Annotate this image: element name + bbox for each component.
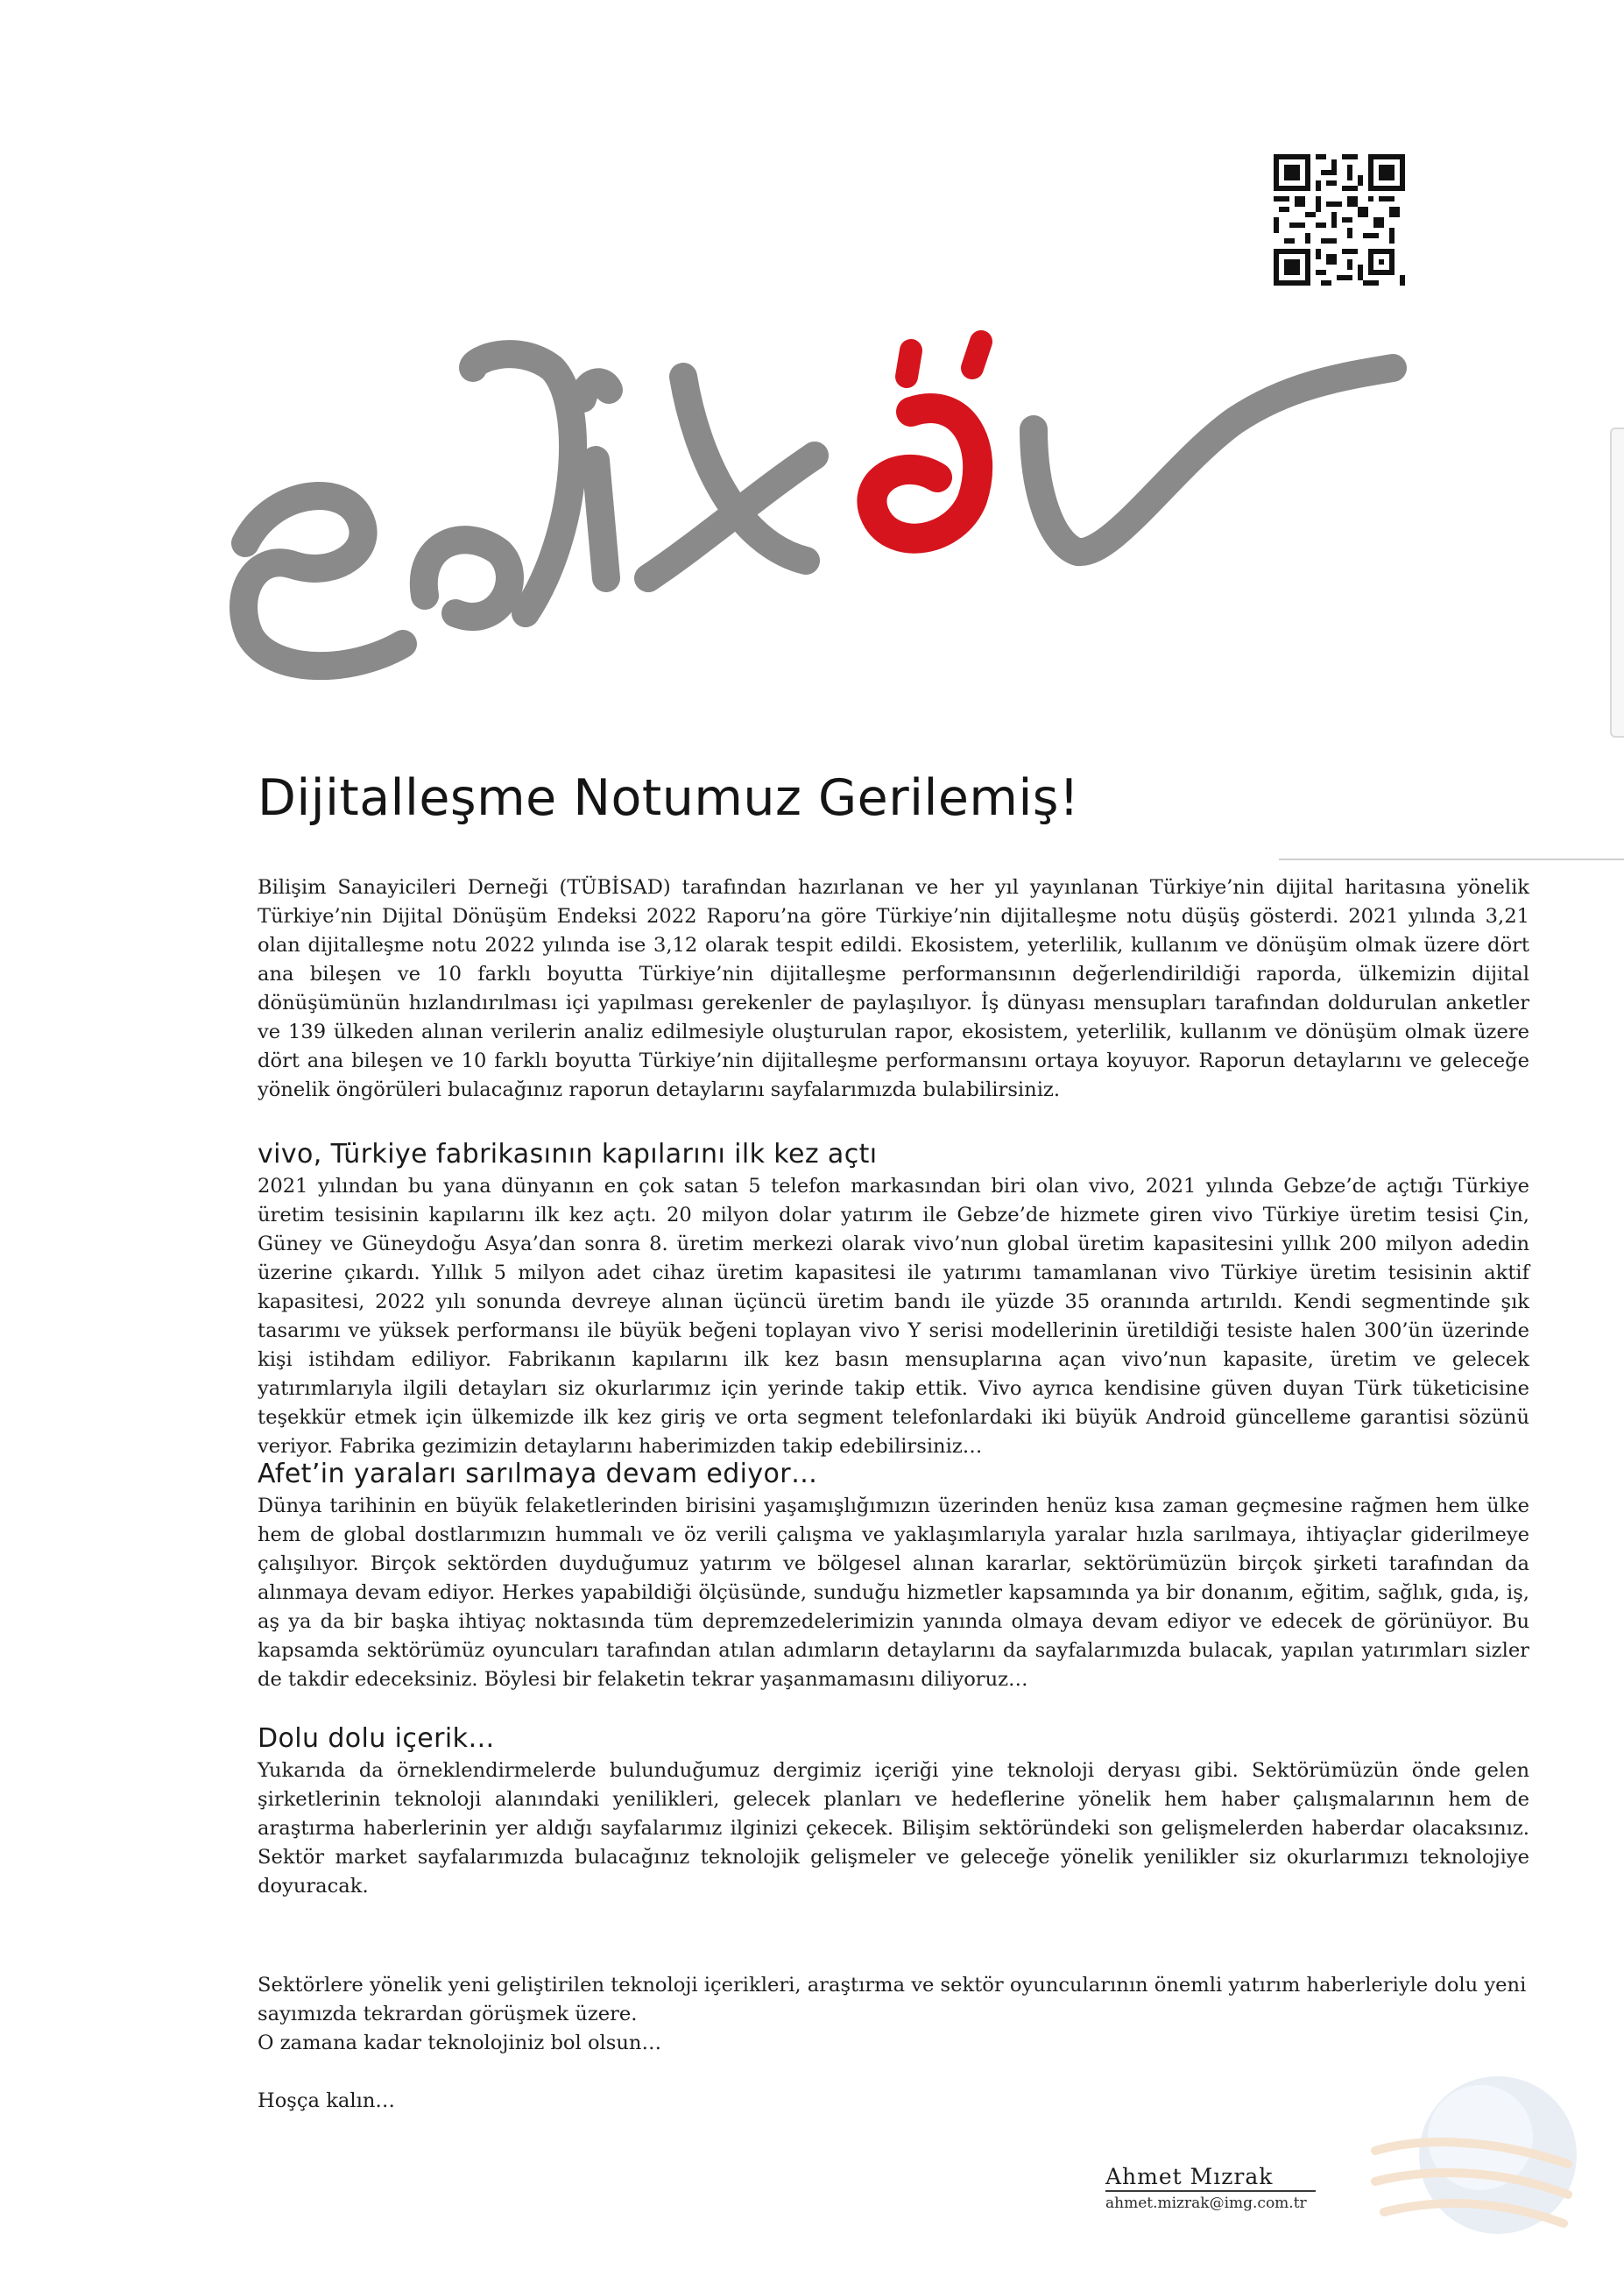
section-title: Dolu dolu içerik… [258, 1723, 495, 1754]
intro-section [258, 873, 1529, 1105]
section-title: vivo, Türkiye fabrikasının kapılarını ilk kez açtı [258, 1139, 878, 1170]
closing-section [258, 1971, 1529, 2116]
signature-block [1105, 2164, 1316, 2212]
section-paragraph: Dünya tarihinin en büyük felaketlerinden birisini yaşamışlığımızın üzerinden henüz kısa zaman geçmesine rağmen hem ülke hem de global dostlarımızın hummalı ve öz verili çalışma ve yaklaşımlarıyla yaralar hızla sarılmaya, ihtiyaçlar giderilmeye çalışılıyor. Birçok sektörden duyduğumuz yatırım ve bölgesel alınan kararlar, sektörümüzün birçok şirketi tarafından da alınmaya devam ediyor. Herkes yapabildiği ölçüsünde, sunduğu hizmetler kapsamında ya bir donanım, eğitim, sağlık, gıda, iş, aş ya da bir başka ihtiyaç noktasında tüm depremzedelerimizin yanında olmaya devam ediyor ve edecek de görünüyor. Bu kapsamda sektörümüz oyuncuları tarafından atılan adımların detaylarını da sayfalarımızda bulacak, yapılan yatırımları sizler de takdir edeceksiniz. Böylesi bir felaketin tekrar yaşanmamasını diliyoruz… [258, 1495, 1529, 1691]
section-paragraph: Yukarıda da örneklendirmelerde bulunduğumuz dergimiz içeriği yine teknoloji deryası gibi. Sektörümüzün önde gelen şirketlerinin teknoloji alanındaki yenilikleri, gelecek planları ve hedeflerine yönelik hem haber çalışmalarının hem de araştırma haberlerinin yer aldığı sayfalarımız ilginizi çekecek. Bilişim sektöründeki son gelişmelerden haberdar olacaksınız. Sektör market sayfalarımızda bulacağınız teknolojik gelişmeler ve geleceğe yönelik yenilikler siz okurlarımızı teknolojiye doyuracak. [258, 1759, 1529, 1898]
page-edge-tab [1610, 428, 1624, 738]
headline: Dijitalleşme Notumuz Gerilemiş! [258, 769, 1080, 827]
closing-paragraph: Sektörlere yönelik yeni geliştirilen teknoloji içerikleri, araştırma ve sektör oyuncularının önemli yatırım haberleriyle dolu yeni sayımızda tekrardan görüşmek üzere. [258, 1974, 1527, 2025]
section-vivo [258, 1139, 1529, 1461]
section-paragraph: 2021 yılından bu yana dünyanın en çok satan 5 telefon markasından biri olan vivo, 2021 yılında Gebze’de açtığı Türkiye üretim tesisinin kapılarını ilk kez açtı. 20 milyon dolar yatırım ile Gebze’de hizmete giren vivo Türkiye üretim tesisi Çin, Güney ve Güneydoğu Asya’dan sonra 8. üretim merkezi olarak vivo’nun global üretim kapasitesini yıllık 200 milyon adedin üzerine çıkardı. Yıllık 5 milyon adet cihaz üretim kapasitesi ile yatırımı tamamlanan vivo Türkiye üretim tesisinin aktif kapasitesi, 2022 yılı sonunda devreye alınan üçüncü üretim bandı ile yüzde 35 oranında artırıldı. Kendi segmentinde şık tasarımı ve yüksek performansı ile büyük beğeni toplayan vivo Y serisi modellerinin üretildiği tesiste halen 300’ün üzerinde kişi istihdam ediliyor. Fabrikanın kapılarını ilk kez basın mensuplarına açan vivo’nun kapasite, üretim ve gelecek yatırımlarıyla ilgili detayları siz okurlarımız için yerinde takip ettik. Vivo ayrıca kendisine güven duyan Türk tüketicisine teşekkür etmek için ülkemizde ilk kez giriş ve orta segment telefonlardaki iki büyük Android güncelleme garantisi sözünü veriyor. Fabrika gezimizin detaylarını haberimizden takip edebilirsiniz… [258, 1175, 1529, 1458]
globe-watermark-icon [1366, 2067, 1577, 2260]
section-afet [258, 1459, 1529, 1694]
qr-code-icon [1274, 154, 1405, 286]
header-rule [1279, 859, 1624, 860]
intro-paragraph: Bilişim Sanayicileri Derneği (TÜBİSAD) tarafından hazırlanan ve her yıl yayınlanan Türkiye’nin dijital haritasına yönelik Türkiye’nin Dijital Dönüşüm Endeksi 2022 Raporu’na göre Türkiye’nin dijitalleşme notu düşüş gösterdi. 2021 yılında 3,21 olan dijitalleşme notu 2022 yılında ise 3,12 olarak tespit edildi. Ekosistem, yeterlilik, kullanım ve dönüşüm olmak üzere dört ana bileşen ve 10 farklı boyutta Türkiye’nin dijitalleşme performansının değerlendirildiği raporda, ülkemizin dijital dönüşümünün hızlandırılması içi yapılması gerekenler de paylaşılıyor. İş dünyası mensupları tarafından doldurulan anketler ve 139 ülkeden alınan verilerin analiz edilmesiyle oluşturulan rapor, ekosistem, yeterlilik, kullanım ve dönüşüm olmak üzere dört ana bileşen ve 10 farklı boyutta Türkiye’nin dijitalleşme performansını ortaya koyuyor. Raporun detaylarını ve geleceğe yönelik öngörüleri bulacağınız raporun detaylarını sayfalarımızda bulabilirsiniz. [258, 876, 1529, 1101]
farewell: Hoşça kalın… [258, 2089, 395, 2112]
author-email: ahmet.mizrak@img.com.tr [1105, 2195, 1307, 2212]
section-title: Afet’in yaraları sarılmaya devam ediyor… [258, 1459, 818, 1489]
section-content [258, 1723, 1529, 1901]
signature-rule [1105, 2190, 1316, 2192]
editor-logo [210, 315, 1419, 701]
closing-wish: O zamana kadar teknolojiniz bol olsun… [258, 2032, 662, 2054]
author-name: Ahmet Mızrak [1105, 2164, 1274, 2189]
